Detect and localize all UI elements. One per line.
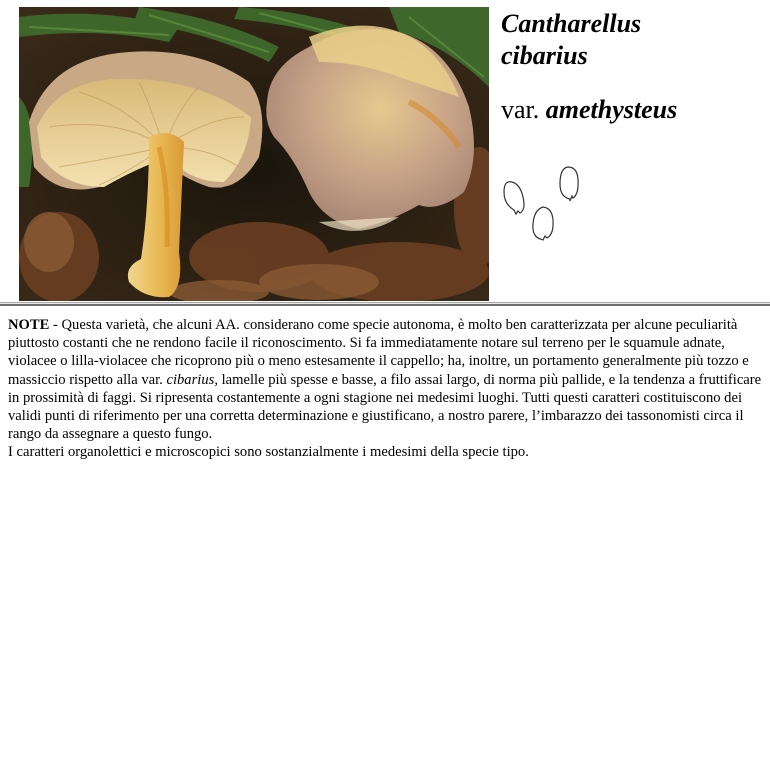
variety-line [501, 94, 766, 126]
variety-name: amethysteus [545, 95, 678, 124]
note-italic-term: cibarius [166, 371, 215, 388]
note-paragraph [8, 316, 768, 443]
spore-drawing-icon [500, 162, 590, 244]
species-name: cibarius [501, 41, 588, 70]
variety-label: var. [501, 95, 540, 124]
spore-drawing [500, 162, 590, 244]
genus-name: Cantharellus [501, 9, 642, 38]
note-text-part-2: , lamelle più spesse e basse, a filo assai largo, di norma più pallide, e la tendenza a fruttificare in prossimità di faggi. Si ripresenta costantemente a ogni stagione nei medesimi luoghi. Tutti questi caratteri costituiscono dei validi punti di riferimento per una corretta determinazione e giustificano, a nostro parere, l’imbarazzo dei tassonomisti circa il rango da assegnare a questo fungo. [8, 371, 762, 443]
horizontal-rule [0, 302, 770, 306]
mushroom-photo [19, 7, 489, 301]
mushroom-photo-icon [19, 7, 489, 301]
species-title [501, 8, 766, 126]
note-closing-line: I caratteri organolettici e microscopici sono sostanzialmente i medesimi della specie tipo. [8, 444, 529, 461]
note-section [8, 316, 768, 462]
note-text-part-1: - Questa varietà, che alcuni AA. considerano come specie autonoma, è molto ben caratterizzata per alcune peculiarità piuttosto costanti che ne rendono facile il riconoscimento. Si fa immediatamente notare sul terreno per le squamule adnate, violacee o lilla-violacee che ricoprono più o meno estesamente il cappello; ha, inoltre, un portamento generalmente più tozzo e massiccio rispetto alla var. [8, 317, 749, 388]
note-label: NOTE [8, 317, 50, 333]
